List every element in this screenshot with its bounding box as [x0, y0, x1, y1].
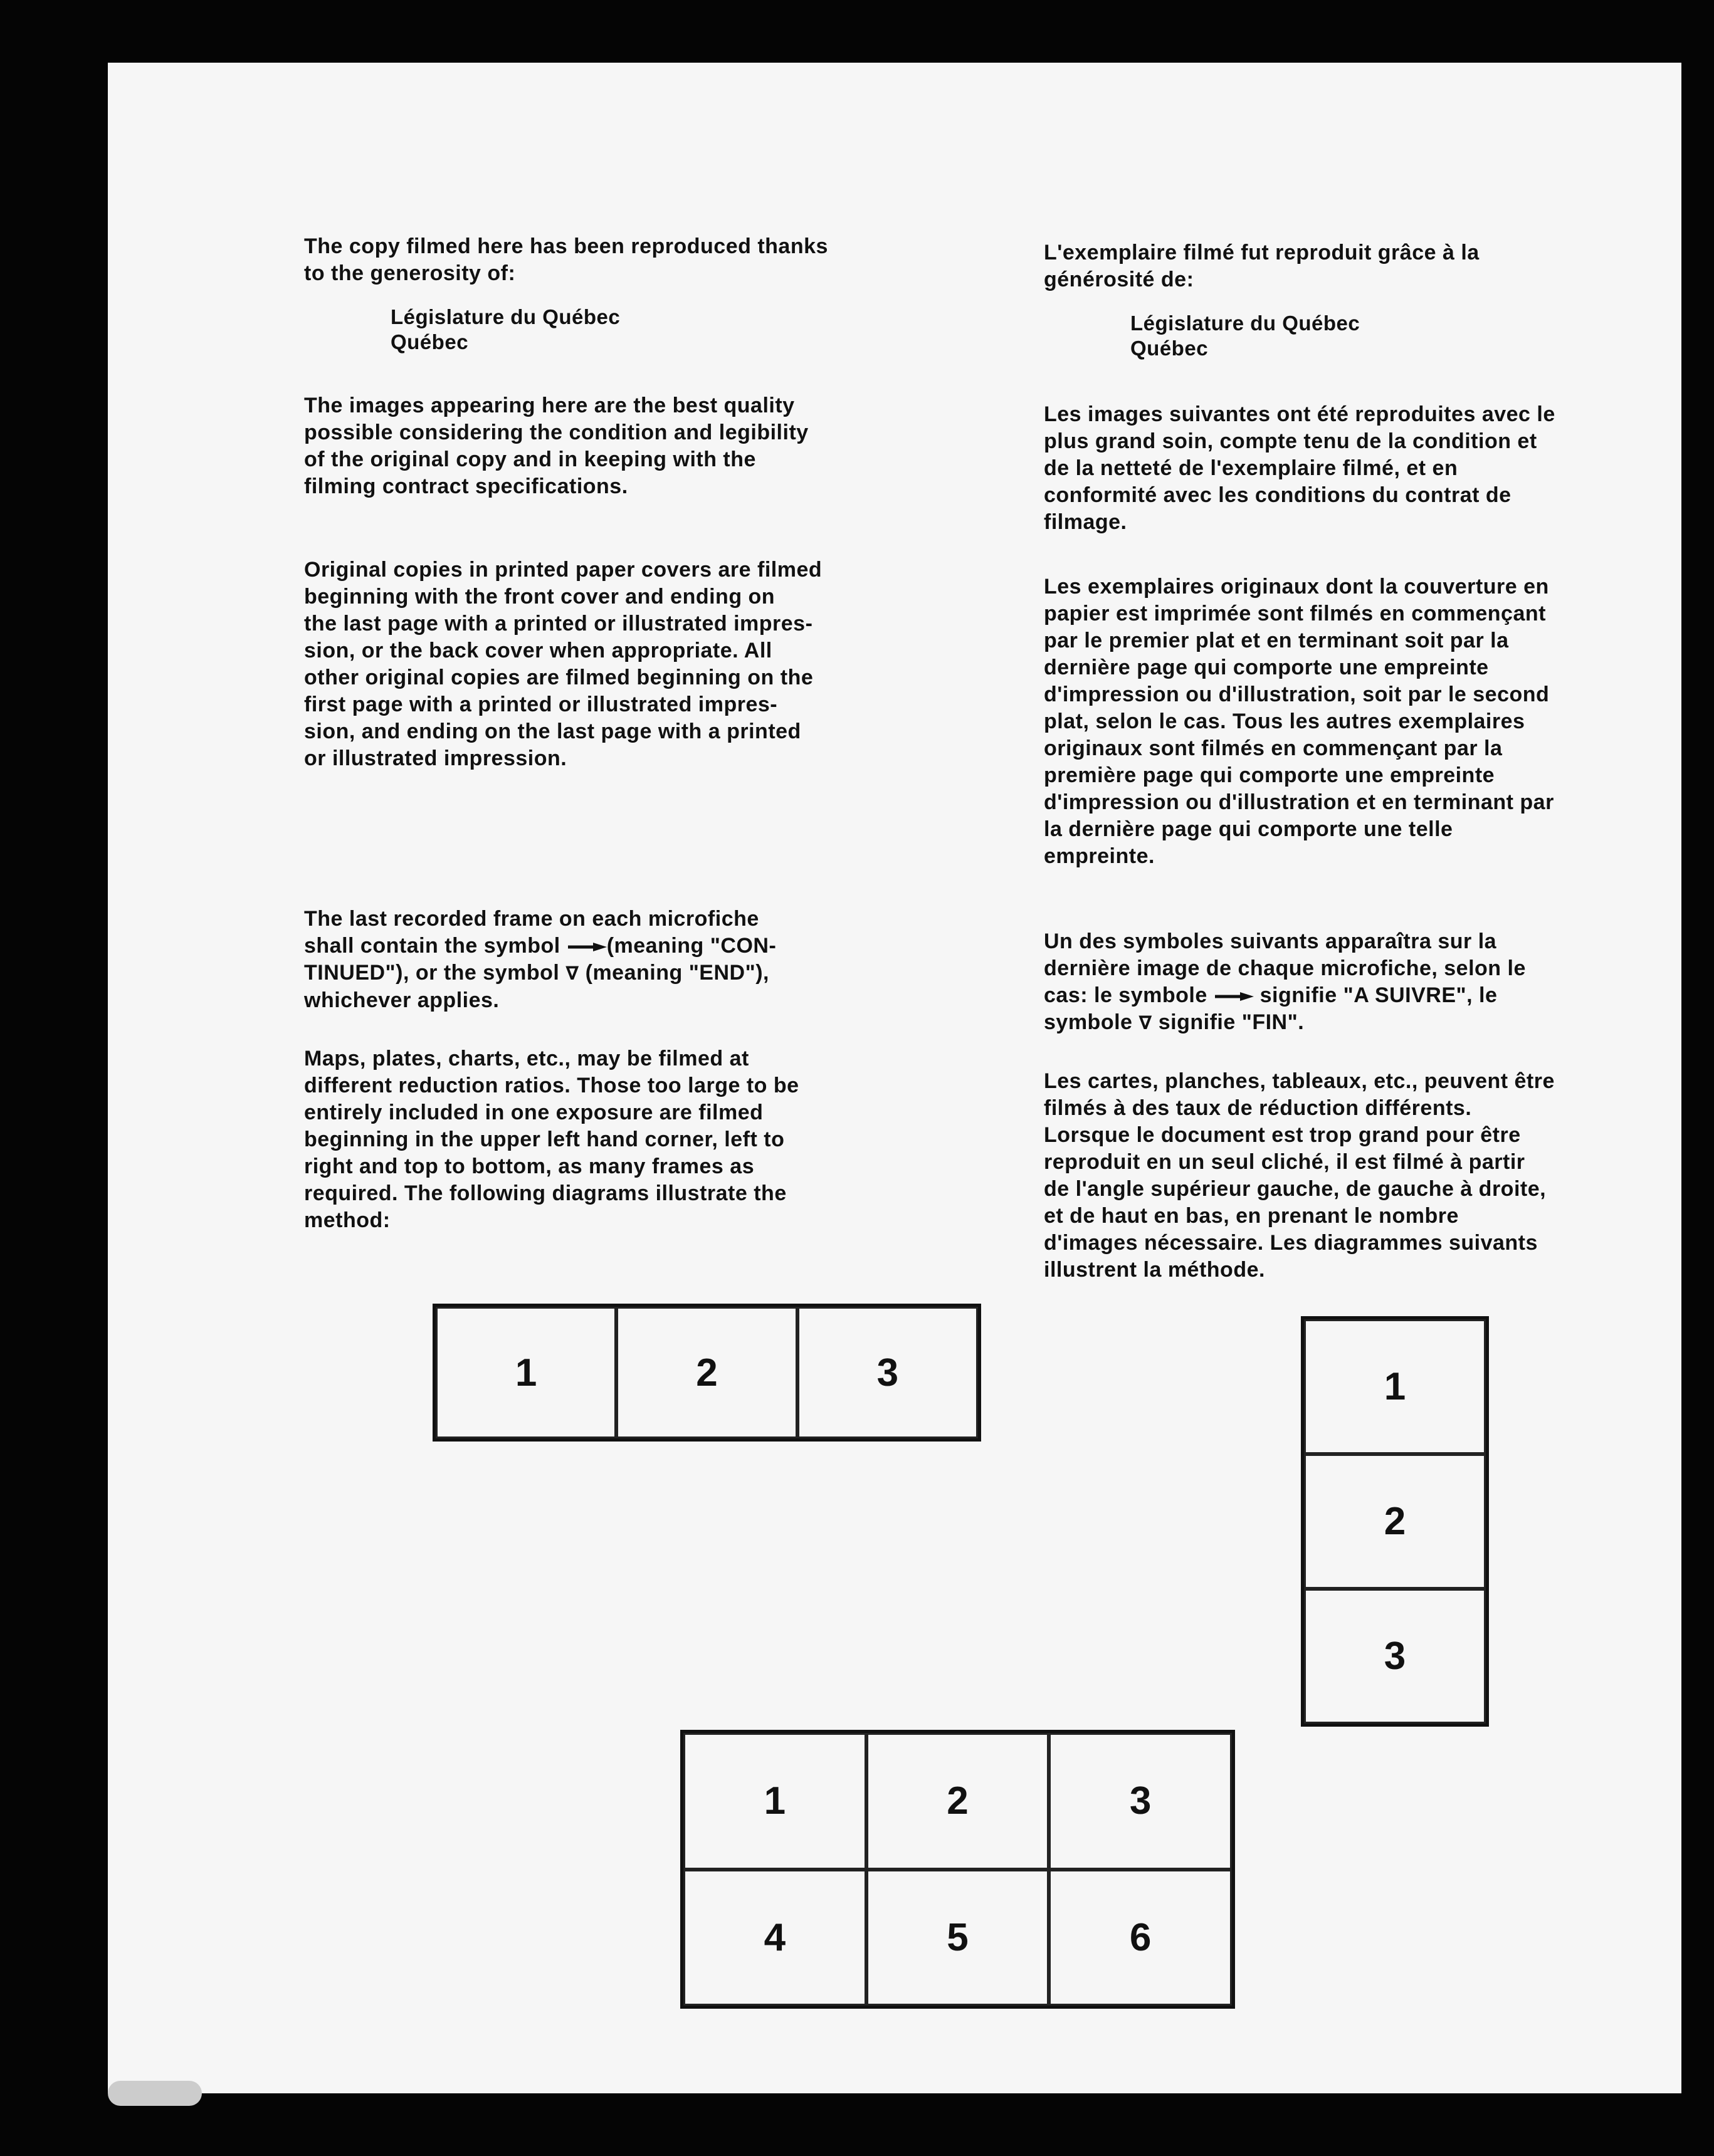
frame-cell: 5 [866, 1870, 1049, 2006]
end-triangle-icon: ∇ [1138, 1013, 1152, 1034]
frame-cell: 2 [866, 1733, 1049, 1870]
english-symbols-text-c: (meaning "END"), whichever applies. [304, 961, 769, 1012]
english-symbols-text-a: The last recorded frame on each microfiche shall contain the symbol [304, 907, 759, 958]
english-maps-paragraph: Maps, plates, charts, etc., may be filmed at different reduction ratios. Those too large to be entirely included in one exposure are filmed beginning in the upper left hand corner, left to right and top to bottom, as many frames as required. The following diagrams illustrate the method: [304, 1047, 799, 1232]
english-quality-paragraph: The images appearing here are the best quality possible considering the condition and legibility of the original copy and in keeping with the filming contract specifications. [304, 394, 809, 498]
english-intro: The copy filmed here has been reproduced thanks to the generosity of: [304, 234, 828, 285]
french-column [1044, 239, 1658, 1284]
french-quality-paragraph: Les images suivantes ont été reproduites avec le plus grand soin, compte tenu de la condition et de la netteté de l'exemplaire filmé, et en conformité avec les conditions du contrat de filmage. [1044, 402, 1555, 534]
english-location: Québec [391, 330, 469, 353]
frame-cell: 2 [1304, 1454, 1486, 1589]
french-symbols-text-c: signifie "FIN". [1152, 1010, 1305, 1034]
french-intro: L'exemplaire filmé fut reproduit grâce à la générosité de: [1044, 241, 1480, 291]
scan-mark [108, 2081, 202, 2106]
frame-cell: 2 [616, 1307, 797, 1438]
frame-cell: 4 [683, 1870, 866, 2006]
english-institution: Législature du Québec [391, 305, 621, 328]
diagram-row-of-three [433, 1304, 981, 1442]
french-symbols-paragraph [1044, 901, 1658, 1037]
frame-cell: 3 [1304, 1589, 1486, 1724]
french-symbols-text-b: signifie "A SUIVRE", le symbole [1044, 983, 1498, 1034]
french-originals-paragraph: Les exemplaires originaux dont la couverture en papier est imprimée sont filmés en commençant par le premier plat et en terminant soit par la dernière page qui comporte une empreinte d'impression ou d'illustration, soit par le second plat, selon le cas. Tous les autres exemplaires originaux sont filmés en commençant par la première page qui comporte une empreinte d'impression ou d'illustration et en terminant par la dernière page qui comporte une telle empreinte. [1044, 575, 1554, 868]
english-symbols-paragraph [304, 879, 944, 1014]
diagram-grid-of-six [680, 1730, 1235, 2009]
french-symbols-text-a: Un des symboles suivants apparaîtra sur la dernière image de chaque microfiche, selon le cas: le symbole [1044, 929, 1526, 1007]
frame-cell: 3 [797, 1307, 978, 1438]
french-maps-paragraph: Les cartes, planches, tableaux, etc., peuvent être filmés à des taux de réduction différents. Lorsque le document est trop grand pour être reproduit en un seul cliché, il est filmé à partir de l'angle supérieur gauche, de gauche à droite, et de haut en bas, en prenant le nombre d'images nécessaire. Les diagrammes suivants illustrent la méthode. [1044, 1069, 1555, 1282]
frame-cell: 3 [1049, 1733, 1232, 1870]
frame-cell: 1 [683, 1733, 866, 1870]
english-symbols-text-b: (meaning "CON- TINUED"), or the symbol [304, 934, 777, 985]
english-column [304, 233, 944, 1234]
continued-arrow-icon [1214, 992, 1254, 1001]
diagram-column-of-three [1301, 1316, 1489, 1727]
french-location: Québec [1130, 337, 1209, 360]
french-institution: Législature du Québec [1130, 311, 1360, 335]
english-originals-paragraph: Original copies in printed paper covers are filmed beginning with the front cover and ending on the last page with a printed or illustrated impres- sion, or the back cover when appropriate. All other original copies are filmed beginning on the first page with a printed or illustrated impres- sion, and ending on the last page with a printed or illustrated impression. [304, 558, 823, 770]
frame-cell: 6 [1049, 1870, 1232, 2006]
frame-cell: 1 [1304, 1319, 1486, 1454]
frame-cell: 1 [436, 1307, 616, 1438]
continued-arrow-icon [567, 943, 607, 951]
end-triangle-icon: ∇ [565, 963, 579, 984]
